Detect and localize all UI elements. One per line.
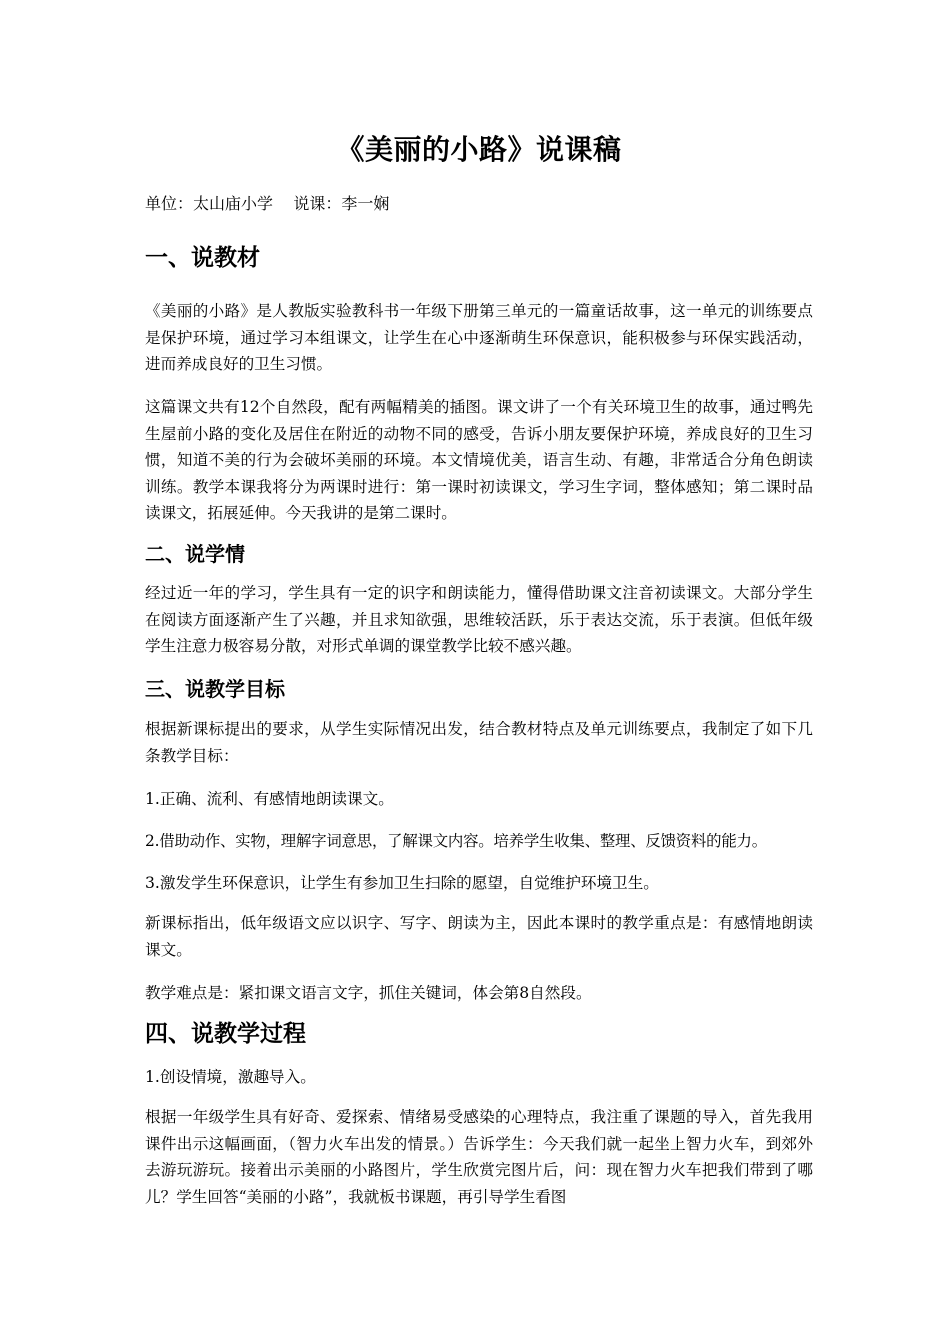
objective-item: 1.正确、流利、有感情地朗读课文。 [145,790,394,808]
paragraph: 根据新课标提出的要求，从学生实际情况出发，结合教材特点及单元训练要点，我制定了如下几条教学目标： [145,720,813,765]
paragraph: 经过近一年的学习，学生具有一定的识字和朗读能力，懂得借助课文注音初读课文。大部分学生在阅读方面逐渐产生了兴趣，并且求知欲强，思维较活跃，乐于表达交流，乐于表演。但低年级学生注意力极容易分散，对形式单调的课堂教学比较不感兴趣。 [145,584,813,655]
step-heading: 1.创设情境，激趣导入。 [145,1068,316,1086]
author-byline: 单位：太山庙小学 说课：李一娴 [145,194,390,213]
paragraph: 这篇课文共有12个自然段，配有两幅精美的插图。课文讲了一个有关环境卫生的故事，通过鸭先生屋前小路的变化及居住在附近的动物不同的感受，告诉小朋友要保护环境，养成良好的卫生习惯，知道不美的行为会破坏美丽的环境。本文情境优美，语言生动、有趣，非常适合分角色朗读训练。教学本课我将分为两课时进行：第一课时初读课文，学习生字词，整体感知；第二课时品读课文，拓展延伸。今天我讲的是第二课时。 [145,398,813,522]
section-heading-process: 四、说教学过程 [145,1020,306,1047]
paragraph: 《美丽的小路》是人教版实验教科书一年级下册第三单元的一篇童话故事，这一单元的训练要点是保护环境，通过学习本组课文，让学生在心中逐渐萌生环保意识，能积极参与环保实践活动，进而养成良好的卫生习惯。 [145,302,813,373]
document-title: 《美丽的小路》说课稿 [336,133,622,166]
paragraph: 教学难点是：紧扣课文语言文字，抓住关键词，体会第8自然段。 [145,984,592,1002]
section-heading-objectives: 三、说教学目标 [145,677,285,701]
objective-item: 2.借助动作、实物，理解字词意思，了解课文内容。培养学生收集、整理、反馈资料的能力。 [145,832,767,850]
paragraph: 根据一年级学生具有好奇、爱探索、情绪易受感染的心理特点，我注重了课题的导入，首先我用课件出示这幅画面，（智力火车出发的情景。）告诉学生：今天我们就一起坐上智力火车，到郊外去游玩游玩。接着出示美丽的小路图片，学生欣赏完图片后，问：现在智力火车把我们带到了哪儿？学生回答“美丽的小路”，我就板书课题，再引导学生看图 [145,1108,813,1206]
objective-item: 3.激发学生环保意识，让学生有参加卫生扫除的愿望，自觉维护环境卫生。 [145,874,659,892]
paragraph: 新课标指出，低年级语文应以识字、写字、朗读为主，因此本课时的教学重点是：有感情地朗读课文。 [145,914,813,959]
section-heading-students: 二、说学情 [145,542,245,566]
section-heading-textbook: 一、说教材 [145,244,260,271]
